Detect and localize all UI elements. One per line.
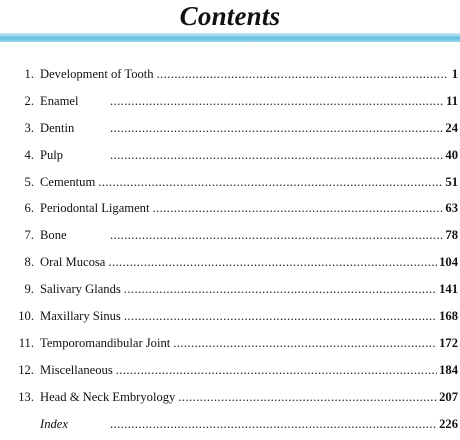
toc-entry-line — [40, 252, 458, 272]
toc-entry-title[interactable]: Maxillary Sinus — [40, 309, 121, 324]
toc-entry-title[interactable]: Periodontal Ligament — [40, 201, 150, 216]
toc-entry-title[interactable]: Temporomandibular Joint — [40, 335, 171, 350]
table-of-contents — [0, 64, 460, 440]
toc-entry-number: 10. — [18, 309, 34, 324]
toc-entry-line — [40, 225, 458, 245]
toc-entry-leader-dots — [124, 279, 437, 299]
toc-entry-leader-dots — [110, 145, 443, 165]
toc-entry-title[interactable]: Bone — [40, 228, 67, 243]
toc-entry-line — [40, 387, 458, 407]
toc-entry[interactable] — [0, 360, 460, 387]
toc-entry[interactable] — [0, 91, 460, 118]
toc-entry-title[interactable]: Dentin — [40, 120, 75, 135]
toc-entry-title[interactable]: Index — [40, 416, 68, 431]
toc-entry-line — [40, 333, 458, 353]
toc-entry-leader-dots — [98, 172, 443, 192]
page-title: Contents — [179, 1, 281, 31]
toc-entry-leader-dots — [178, 387, 437, 407]
toc-entry-title[interactable]: Salivary Glands — [40, 282, 121, 297]
toc-entry-page-number: 63 — [445, 201, 458, 216]
toc-entry[interactable] — [0, 306, 460, 333]
toc-entry-title[interactable]: Miscellaneous — [40, 362, 113, 377]
toc-entry-number: 2. — [24, 93, 34, 108]
toc-entry-page-number: 78 — [445, 228, 458, 243]
toc-entry[interactable] — [0, 172, 460, 199]
toc-entry-leader-dots — [124, 306, 437, 326]
toc-entry-leader-dots — [110, 118, 443, 138]
toc-entry-line — [40, 172, 458, 192]
toc-entry-number: 9. — [24, 282, 34, 297]
toc-entry-number: 11. — [18, 335, 34, 350]
toc-entry[interactable] — [0, 414, 460, 440]
toc-entry-title[interactable]: Oral Mucosa — [40, 255, 106, 270]
toc-entry-line — [40, 118, 458, 138]
toc-entry-line — [40, 306, 458, 326]
toc-entry-number: 5. — [24, 174, 34, 189]
toc-entry[interactable] — [0, 198, 460, 225]
toc-entry-page-number: 141 — [439, 282, 458, 297]
toc-entry-page-number: 184 — [439, 362, 458, 377]
toc-entry-leader-dots — [110, 414, 437, 434]
toc-entry-title[interactable]: Head & Neck Embryology — [40, 389, 176, 404]
toc-entry-line — [40, 64, 458, 84]
toc-entry[interactable] — [0, 279, 460, 306]
toc-entry-leader-dots — [108, 252, 437, 272]
toc-entry-page-number: 172 — [439, 335, 458, 350]
toc-entry-title[interactable]: Pulp — [40, 147, 64, 162]
header-band — [0, 0, 460, 42]
toc-entry-leader-dots — [110, 91, 444, 111]
toc-entry-number: 1. — [24, 67, 34, 81]
toc-entry[interactable] — [0, 118, 460, 145]
toc-entry[interactable] — [0, 225, 460, 252]
toc-entry[interactable] — [0, 64, 460, 91]
toc-entry-number: 4. — [24, 147, 34, 162]
toc-entry-title[interactable]: Enamel — [40, 93, 79, 108]
toc-entry-page-number: 51 — [445, 174, 458, 189]
toc-entry-page-number: 207 — [439, 389, 458, 404]
toc-entry-number: 3. — [24, 120, 34, 135]
toc-entry-line — [40, 198, 458, 218]
toc-entry-number: 6. — [24, 201, 34, 216]
toc-entry-page-number: 40 — [445, 147, 458, 162]
toc-entry-line — [40, 414, 458, 434]
toc-entry-line — [40, 279, 458, 299]
toc-entry-leader-dots — [157, 64, 448, 84]
toc-entry-leader-dots — [116, 360, 437, 380]
toc-entry-page-number: 104 — [439, 255, 458, 270]
toc-entry-number: 8. — [24, 255, 34, 270]
toc-entry[interactable] — [0, 333, 460, 360]
toc-entry[interactable] — [0, 252, 460, 279]
toc-entry-line — [40, 145, 458, 165]
toc-entry-leader-dots — [173, 333, 437, 353]
toc-entry-leader-dots — [110, 225, 443, 245]
toc-entry-number: 7. — [24, 228, 34, 243]
toc-entry-title[interactable]: Cementum — [40, 174, 96, 189]
toc-entry-page-number: 11 — [446, 93, 458, 108]
toc-entry-line — [40, 360, 458, 380]
toc-entry-line — [40, 91, 458, 111]
toc-entry[interactable] — [0, 387, 460, 414]
toc-entry-page-number: 1 — [451, 67, 458, 81]
toc-entry-page-number: 168 — [439, 309, 458, 324]
toc-entry-page-number: 24 — [445, 120, 458, 135]
toc-entry-leader-dots — [152, 198, 443, 218]
toc-entry[interactable] — [0, 145, 460, 172]
toc-entry-number: 13. — [18, 389, 34, 404]
toc-entry-title[interactable]: Development of Tooth — [40, 67, 154, 81]
toc-entry-number: 12. — [18, 362, 34, 377]
toc-entry-page-number: 226 — [439, 416, 458, 431]
